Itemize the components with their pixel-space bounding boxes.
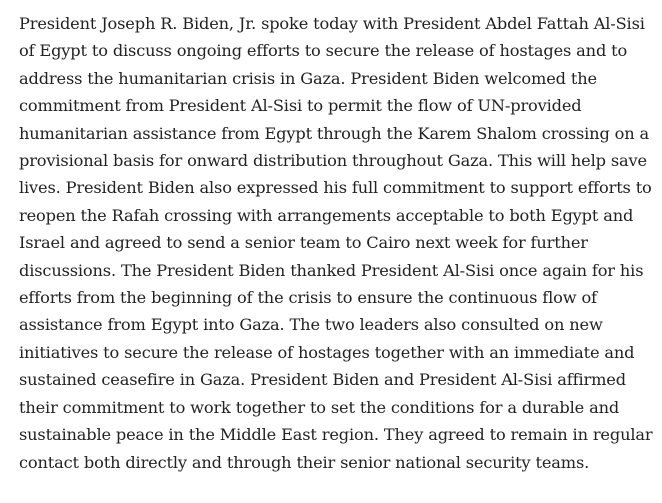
statement-line-5: humanitarian assistance from Egypt through the Karem Shalom crossing on a [19,123,650,143]
statement-line-11: efforts from the beginning of the crisis to ensure the continuous flow of [19,288,597,308]
statement-line-17: contact both directly and through their senior national security teams. [19,452,590,472]
statement-line-3: address the humanitarian crisis in Gaza. President Biden welcomed the [19,68,597,88]
statement-line-2: of Egypt to discuss ongoing efforts to secure the release of hostages and to [19,41,628,61]
statement-paragraph [19,10,653,476]
statement-line-12: assistance from Egypt into Gaza. The two leaders also consulted on new [19,315,603,335]
statement-line-8: reopen the Rafah crossing with arrangements acceptable to both Egypt and [19,205,634,225]
statement-line-10: discussions. The President Biden thanked President Al-Sisi once again for his [19,260,644,280]
statement-line-15: their commitment to work together to set the conditions for a durable and [19,397,620,417]
statement-line-6: provisional basis for onward distribution throughout Gaza. This will help save [19,151,647,171]
statement-line-9: Israel and agreed to send a senior team to Cairo next week for further [19,233,588,253]
statement-line-16: sustainable peace in the Middle East region. They agreed to remain in regular [19,425,653,445]
statement-line-13: initiatives to secure the release of hostages together with an immediate and [19,342,635,362]
statement-line-1: President Joseph R. Biden, Jr. spoke today with President Abdel Fattah Al-Sisi [19,14,645,33]
statement-line-4: commitment from President Al-Sisi to permit the flow of UN-provided [19,96,582,116]
statement-line-14: sustained ceasefire in Gaza. President Biden and President Al-Sisi affirmed [19,370,626,390]
statement-line-7: lives. President Biden also expressed his full commitment to support efforts to [19,178,652,198]
